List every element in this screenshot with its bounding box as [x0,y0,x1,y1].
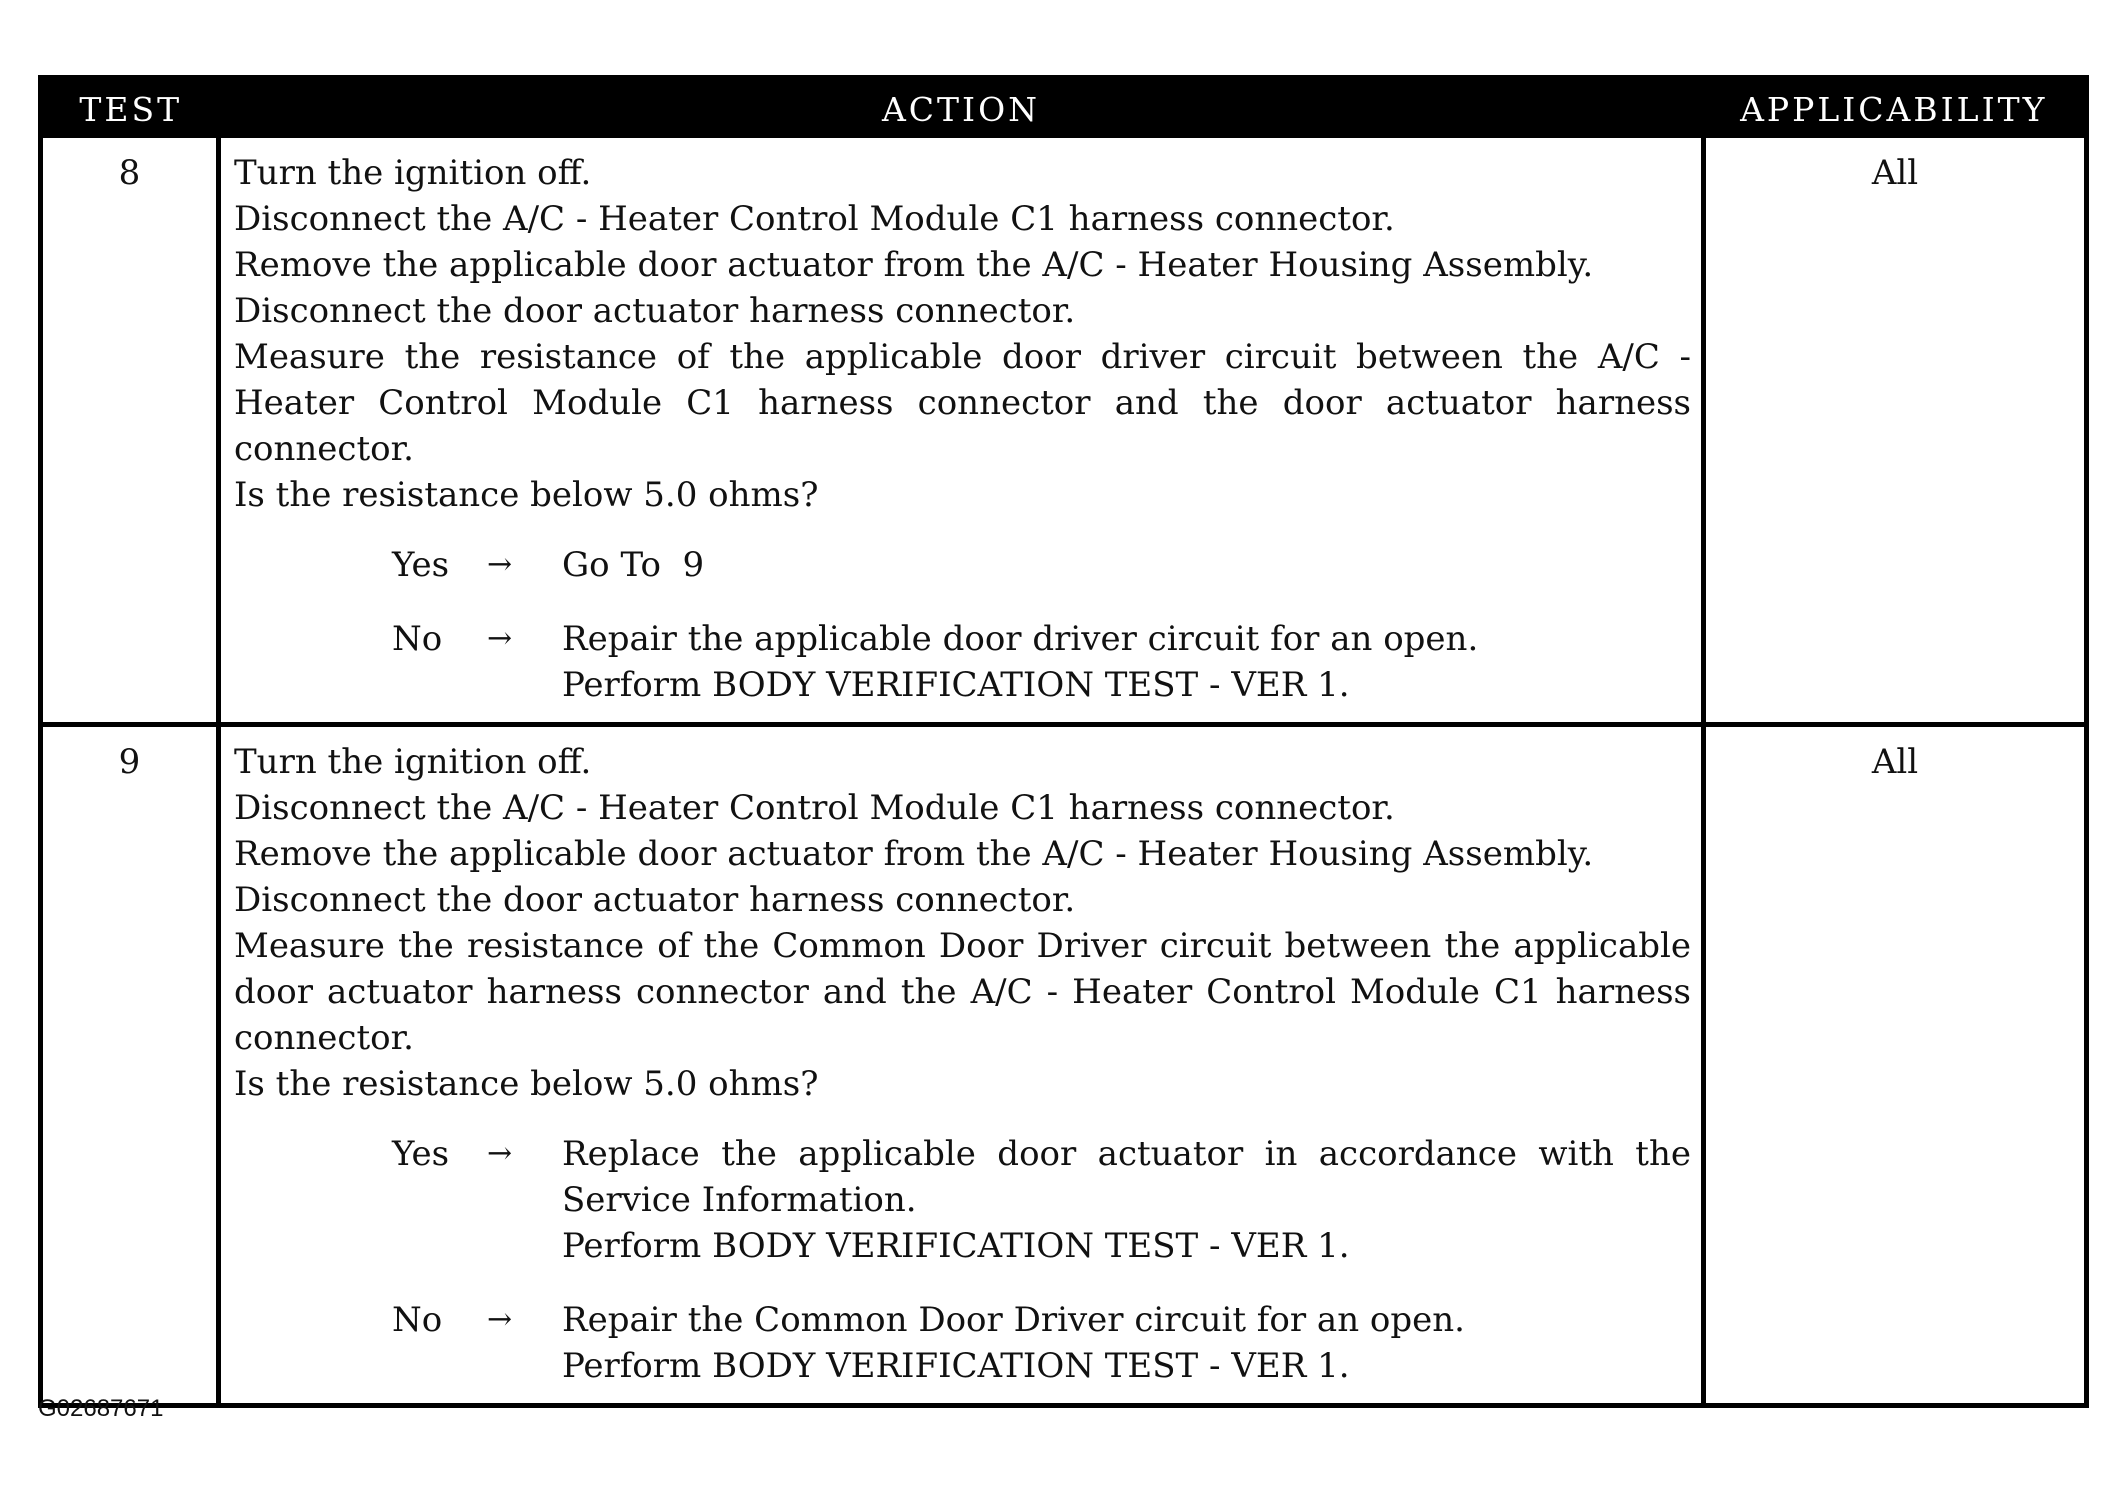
outcome-line: Perform BODY VERIFICATION TEST - VER 1. [562,665,1350,705]
outcome-list [234,542,1691,708]
right-arrow-icon: → [487,1136,513,1171]
outcome-text [562,542,1691,588]
outcome-list [234,1131,1691,1389]
outcome-line: Perform BODY VERIFICATION TEST - VER 1. [562,1346,1350,1386]
diagnostic-test-table [38,75,2089,1408]
outcome-line: Go To 9 [562,545,705,585]
right-arrow-icon: → [487,1302,513,1337]
test-number: 9 [41,725,219,1406]
action-cell [219,138,1704,725]
action-step: Measure the resistance of the applicable door driver circuit between the A/C - Heater Control Module C1 harness connector and the door actuator harness connector. [234,337,1691,469]
action-step: Turn the ignition off. [234,742,592,782]
outcome-label: Yes [392,545,450,585]
outcome-label: No [392,619,443,659]
table-row-test-9 [41,725,2087,1406]
action-step: Disconnect the A/C - Heater Control Module C1 harness connector. [234,788,1395,828]
action-step: Disconnect the door actuator harness connector. [234,291,1076,331]
outcome-yes [234,542,1691,588]
outcome-line: Replace the applicable door actuator in accordance with the Service Information. [562,1134,1691,1220]
outcome-text [562,1131,1691,1269]
outcome-label: No [392,1300,443,1340]
column-header-applicability: APPLICABILITY [1704,78,2087,139]
column-header-test: TEST [41,78,219,139]
outcome-text [562,616,1691,708]
action-cell [219,725,1704,1406]
outcome-yes [234,1131,1691,1269]
outcome-no [234,1297,1691,1389]
action-step: Remove the applicable door actuator from the A/C - Heater Housing Assembly. [234,834,1594,874]
action-question: Is the resistance below 5.0 ohms? [234,475,819,515]
table-header-row [41,78,2087,139]
action-question: Is the resistance below 5.0 ohms? [234,1064,819,1104]
action-step: Turn the ignition off. [234,153,592,193]
outcome-label: Yes [392,1134,450,1174]
column-header-action: ACTION [219,78,1704,139]
action-step: Disconnect the door actuator harness connector. [234,880,1076,920]
applicability-value: All [1704,138,2087,725]
action-step: Disconnect the A/C - Heater Control Module C1 harness connector. [234,199,1395,239]
right-arrow-icon: → [487,547,513,582]
outcome-no [234,616,1691,708]
applicability-value: All [1704,725,2087,1406]
outcome-line: Repair the Common Door Driver circuit for an open. [562,1300,1465,1340]
test-number: 8 [41,138,219,725]
outcome-line: Repair the applicable door driver circuit for an open. [562,619,1479,659]
outcome-text [562,1297,1691,1389]
figure-id: G02687671 [38,1395,164,1422]
table-row-test-8 [41,138,2087,725]
action-step: Measure the resistance of the Common Door Driver circuit between the applicable door actuator harness connector and the A/C - Heater Control Module C1 harness connector. [234,926,1691,1058]
action-step: Remove the applicable door actuator from the A/C - Heater Housing Assembly. [234,245,1594,285]
right-arrow-icon: → [487,621,513,656]
outcome-line: Perform BODY VERIFICATION TEST - VER 1. [562,1226,1350,1266]
